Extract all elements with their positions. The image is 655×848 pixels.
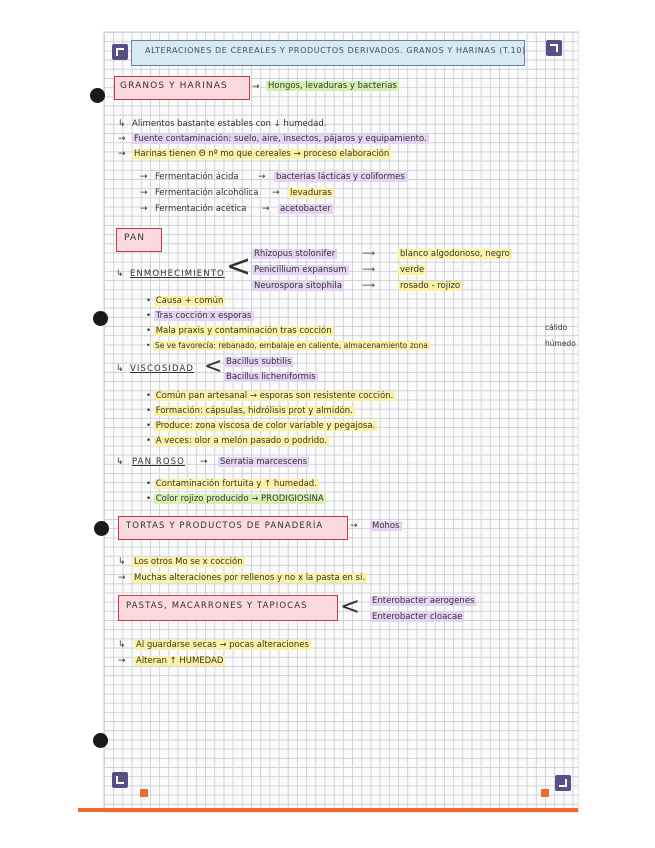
fermentation-agent-1: bacterias lácticas y coliformes	[276, 172, 405, 182]
fermentation-name-2: Fermentación alcohólica	[155, 188, 259, 198]
viscosidad-organism-2: Bacillus licheniformis	[226, 372, 316, 382]
granos-line-1: Alimentos bastante estables con ↓ humedad.	[132, 119, 327, 129]
roso-bullet-1: • Contaminación fortuita y ↑ humedad.	[146, 479, 317, 489]
fermentation-agent-2: levaduras	[290, 188, 332, 198]
pastas-organism-2: Enterobacter cloacae	[372, 612, 463, 622]
section-heading-pastas: PASTAS, MACARRONES Y TAPIOCAS	[126, 601, 308, 611]
arrow-right-icon: →	[350, 521, 358, 531]
tortas-tail: Mohos	[372, 521, 400, 531]
arrow-right-icon: →	[140, 172, 148, 182]
visc-bullet-1: • Común pan artesanal → esporas son resistente cocción.	[146, 391, 394, 401]
brace-icon: <	[226, 249, 252, 284]
arrow-right-icon: ↳	[116, 269, 124, 279]
fermentation-name-3: Fermentación acética	[155, 204, 247, 214]
arrow-right-icon: ⟶	[362, 265, 375, 275]
roso-bullet-2: • Color rojizo producido → PRODIGIOSINA	[146, 494, 324, 504]
enmoh-bullet-1: • Causa + común	[146, 296, 224, 306]
granos-line-2: Fuente contaminación: suelo, aire, insectos, pájaros y equipamiento.	[134, 134, 427, 144]
tortas-line-1: Los otros Mo se x cocción	[134, 557, 243, 567]
pan-roso-organism: Serratia marcescens	[220, 457, 308, 467]
pastas-line-1: Al guardarse secas → pocas alteraciones	[136, 640, 309, 650]
binder-hole	[90, 88, 105, 103]
binder-hole	[93, 733, 108, 748]
brace-icon: <	[204, 354, 223, 379]
brace-icon: <	[340, 592, 361, 620]
enmoh-bullet-3: • Mala praxis y contaminación tras cocción	[146, 326, 332, 336]
arrow-right-icon: →	[200, 457, 208, 467]
binder-hole	[94, 521, 109, 536]
arrow-right-icon: →	[140, 204, 148, 214]
arrow-right-icon: ↳	[116, 457, 124, 467]
mold-result-3: rosado - rojizo	[400, 281, 461, 291]
orange-marker	[140, 789, 148, 797]
orange-marker	[541, 789, 549, 797]
arrow-right-icon: →	[258, 172, 266, 182]
section-heading-tortas: TORTAS Y PRODUCTOS DE PANADERÍA	[126, 521, 324, 531]
arrow-right-icon: →	[118, 573, 126, 583]
arrow-right-icon: ↳	[118, 640, 126, 650]
section-heading-granos: GRANOS Y HARINAS	[120, 81, 228, 91]
arrow-right-icon: ↳	[118, 119, 126, 129]
tortas-line-2: Muchas alteraciones por rellenos y no x la pasta en sí.	[134, 573, 366, 583]
side-note-top: cálido	[545, 323, 568, 332]
corner-bracket-icon	[112, 44, 128, 60]
enmoh-bullet-4: • Se ve favorecía: rebanado, embalaje en caliente, almacenamiento zona	[146, 341, 428, 350]
corner-bracket-icon	[555, 775, 571, 791]
visc-bullet-3: • Produce: zona viscosa de color variable y pegajosa.	[146, 421, 376, 431]
arrow-right-icon: →	[252, 82, 260, 92]
enmoh-bullet-2: • Tras cocción x esporas	[146, 311, 252, 321]
granos-line-3: Harinas tienen Θ nº mo que cereales → proceso elaboración	[134, 149, 390, 159]
arrow-right-icon: →	[140, 188, 148, 198]
page-title: ALTERACIONES DE CEREALES Y PRODUCTOS DERIVADOS. GRANOS Y HARINAS (T.10)	[145, 46, 526, 55]
arrow-right-icon: →	[118, 134, 126, 144]
mold-organism-2: Penicillium expansum	[254, 265, 347, 275]
arrow-right-icon: ↳	[116, 364, 124, 374]
enmohecimiento-label: ENMOHECIMIENTO	[130, 269, 225, 279]
pastas-line-2: Alteran ↑ HUMEDAD	[136, 656, 224, 666]
mold-organism-3: Neurospora sitophila	[254, 281, 342, 291]
arrow-right-icon: →	[118, 656, 126, 666]
mold-organism-1: Rhizopus stolonifer	[254, 249, 336, 259]
pastas-organism-1: Enterobacter aerogenes	[372, 596, 475, 606]
corner-bracket-icon	[112, 772, 128, 788]
visc-bullet-2: • Formación: cápsulas, hidrólisis prot y almidón.	[146, 406, 353, 416]
fermentation-name-1: Fermentación ácida	[155, 172, 239, 182]
side-note-bottom: húmedo	[545, 339, 576, 348]
arrow-right-icon: ⟶	[362, 249, 375, 259]
section-heading-pan: PAN	[124, 233, 146, 243]
binder-hole	[93, 311, 108, 326]
fermentation-agent-3: acetobacter	[280, 204, 331, 214]
mold-result-2: verde	[400, 265, 425, 275]
arrow-right-icon: →	[262, 204, 270, 214]
visc-bullet-4: • A veces: olor a melón pasado o podrido.	[146, 436, 327, 446]
viscosidad-label: VISCOSIDAD	[130, 364, 195, 374]
corner-bracket-icon	[546, 40, 562, 56]
arrow-right-icon: ↳	[118, 557, 126, 567]
pan-roso-label: PAN ROSO	[132, 457, 185, 467]
arrow-right-icon: →	[272, 188, 280, 198]
mold-result-1: blanco algodonoso, negro	[400, 249, 510, 259]
orange-bottom-edge	[78, 808, 578, 812]
granos-organisms: Hongos, levaduras y bacterias	[268, 81, 397, 91]
arrow-right-icon: →	[118, 149, 126, 159]
arrow-right-icon: ⟶	[362, 281, 375, 291]
viscosidad-organism-1: Bacillus subtilis	[226, 357, 292, 367]
